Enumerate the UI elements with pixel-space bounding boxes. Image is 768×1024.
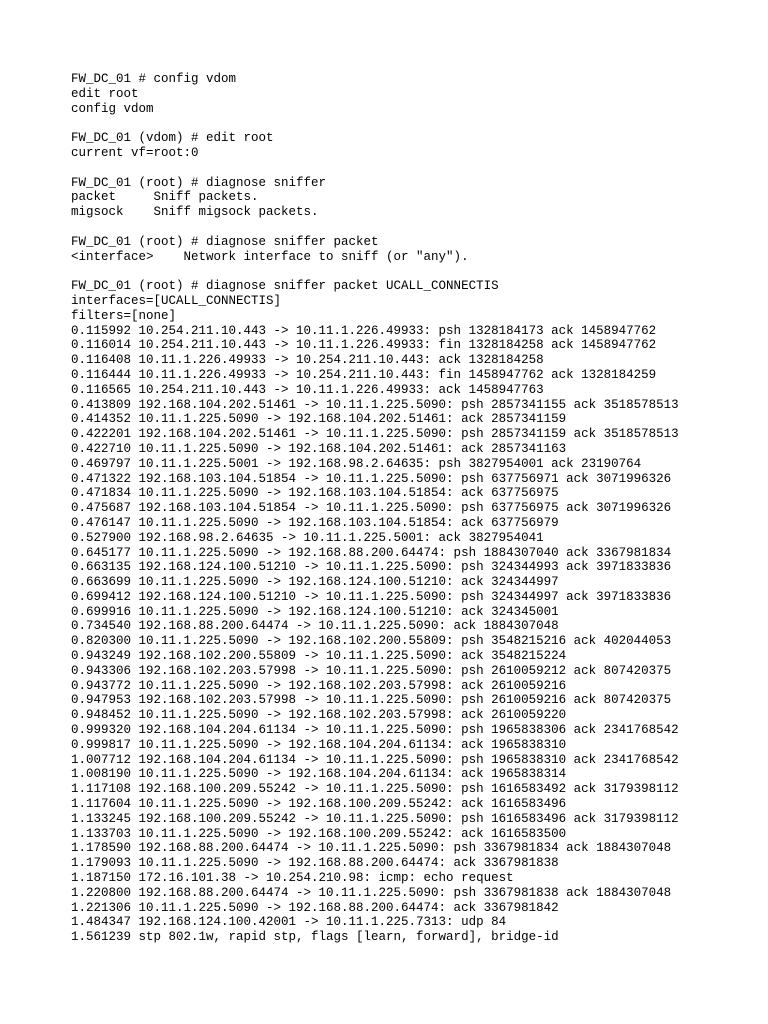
blank-line	[71, 264, 761, 279]
console-line: 0.116565 10.254.211.10.443 -> 10.11.1.226.49933: ack 1458947763	[71, 382, 544, 397]
console-line: 1.117604 10.11.1.225.5090 -> 192.168.100.209.55242: ack 1616583496	[71, 797, 567, 812]
console-line: 1.133245 192.168.100.209.55242 -> 10.11.1.225.5090: psh 1616583496 ack 3179398112	[71, 811, 679, 826]
console-line: 1.133703 10.11.1.225.5090 -> 192.168.100.209.55242: ack 1616583500	[71, 826, 567, 841]
console-line: 0.699412 192.168.124.100.51210 -> 10.11.1.225.5090: psh 324344997 ack 3971833836	[71, 589, 672, 604]
console-line: 0.422201 192.168.104.202.51461 -> 10.11.1.225.5090: psh 2857341159 ack 3518578513	[71, 427, 679, 442]
console-line: FW_DC_01 (root) # diagnose sniffer packet	[71, 234, 379, 249]
console-line: interfaces=[UCALL_CONNECTIS]	[71, 293, 282, 308]
blank-line	[71, 220, 761, 235]
console-line: 0.413809 192.168.104.202.51461 -> 10.11.1.225.5090: psh 2857341155 ack 3518578513	[71, 397, 679, 412]
console-line: 0.116444 10.11.1.226.49933 -> 10.254.211.10.443: fin 1458947762 ack 1328184259	[71, 367, 657, 382]
console-line: 0.699916 10.11.1.225.5090 -> 192.168.124.100.51210: ack 324345001	[71, 604, 559, 619]
console-line: 1.561239 stp 802.1w, rapid stp, flags [learn, forward], bridge-id	[71, 930, 559, 945]
console-line: config vdom	[71, 101, 154, 116]
console-line: migsock Sniff migsock packets.	[71, 205, 319, 220]
console-line: 0.943249 192.168.102.200.55809 -> 10.11.1.225.5090: ack 3548215224	[71, 649, 567, 664]
console-line: 1.007712 192.168.104.204.61134 -> 10.11.1.225.5090: psh 1965838310 ack 2341768542	[71, 752, 679, 767]
console-line: 0.947953 192.168.102.203.57998 -> 10.11.1.225.5090: psh 2610059216 ack 807420375	[71, 693, 672, 708]
console-line: 0.734540 192.168.88.200.64474 -> 10.11.1.225.5090: ack 1884307048	[71, 619, 559, 634]
console-line: packet Sniff packets.	[71, 190, 259, 205]
console-line: filters=[none]	[71, 308, 177, 323]
console-line: 0.476147 10.11.1.225.5090 -> 192.168.103.104.51854: ack 637756979	[71, 515, 559, 530]
console-line: 0.471834 10.11.1.225.5090 -> 192.168.103.104.51854: ack 637756975	[71, 486, 559, 501]
console-line: 0.645177 10.11.1.225.5090 -> 192.168.88.200.64474: psh 1884307040 ack 3367981834	[71, 545, 672, 560]
console-line: 0.527900 192.168.98.2.64635 -> 10.11.1.225.5001: ack 3827954041	[71, 530, 544, 545]
blank-line	[71, 161, 761, 176]
console-line: 1.484347 192.168.124.100.42001 -> 10.11.1.225.7313: udp 84	[71, 915, 507, 930]
console-line: FW_DC_01 (root) # diagnose sniffer	[71, 175, 327, 190]
console-line: FW_DC_01 # config vdom	[71, 72, 237, 86]
console-line: 0.663699 10.11.1.225.5090 -> 192.168.124.100.51210: ack 324344997	[71, 575, 559, 590]
console-line: 0.943306 192.168.102.203.57998 -> 10.11.1.225.5090: psh 2610059212 ack 807420375	[71, 663, 672, 678]
console-line: 0.999320 192.168.104.204.61134 -> 10.11.1.225.5090: psh 1965838306 ack 2341768542	[71, 723, 679, 738]
console-line: 0.999817 10.11.1.225.5090 -> 192.168.104.204.61134: ack 1965838310	[71, 737, 567, 752]
console-line: 0.943772 10.11.1.225.5090 -> 192.168.102.203.57998: ack 2610059216	[71, 678, 567, 693]
console-line: 1.220800 192.168.88.200.64474 -> 10.11.1.225.5090: psh 3367981838 ack 1884307048	[71, 885, 672, 900]
console-line: 1.179093 10.11.1.225.5090 -> 192.168.88.200.64474: ack 3367981838	[71, 856, 559, 871]
console-line: 0.948452 10.11.1.225.5090 -> 192.168.102.203.57998: ack 2610059220	[71, 708, 567, 723]
console-line: 0.414352 10.11.1.225.5090 -> 192.168.104.202.51461: ack 2857341159	[71, 412, 567, 427]
console-line: 0.116408 10.11.1.226.49933 -> 10.254.211.10.443: ack 1328184258	[71, 353, 544, 368]
console-line: FW_DC_01 (vdom) # edit root	[71, 131, 274, 146]
console-line: 1.221306 10.11.1.225.5090 -> 192.168.88.200.64474: ack 3367981842	[71, 900, 559, 915]
console-line: 0.663135 192.168.124.100.51210 -> 10.11.1.225.5090: psh 324344993 ack 3971833836	[71, 560, 672, 575]
console-line: 1.187150 172.16.101.38 -> 10.254.210.98: icmp: echo request	[71, 871, 514, 886]
console-line: 1.117108 192.168.100.209.55242 -> 10.11.1.225.5090: psh 1616583492 ack 3179398112	[71, 782, 679, 797]
console-line: 0.422710 10.11.1.225.5090 -> 192.168.104.202.51461: ack 2857341163	[71, 441, 567, 456]
console-line: 0.469797 10.11.1.225.5001 -> 192.168.98.2.64635: psh 3827954001 ack 23190764	[71, 456, 642, 471]
console-line: 0.116014 10.254.211.10.443 -> 10.11.1.226.49933: fin 1328184258 ack 1458947762	[71, 338, 657, 353]
console-line: edit root	[71, 86, 139, 101]
blank-line	[71, 116, 761, 131]
console-line: current vf=root:0	[71, 145, 199, 160]
console-line: FW_DC_01 (root) # diagnose sniffer packet UCALL_CONNECTIS	[71, 279, 499, 294]
console-line: 0.471322 192.168.103.104.51854 -> 10.11.1.225.5090: psh 637756971 ack 3071996326	[71, 471, 672, 486]
console-line: 0.115992 10.254.211.10.443 -> 10.11.1.226.49933: psh 1328184173 ack 1458947762	[71, 323, 657, 338]
console-line: 1.008190 10.11.1.225.5090 -> 192.168.104.204.61134: ack 1965838314	[71, 767, 567, 782]
console-line: 0.820300 10.11.1.225.5090 -> 192.168.102.200.55809: psh 3548215216 ack 402044053	[71, 634, 672, 649]
console-line: <interface> Network interface to sniff (or "any").	[71, 249, 469, 264]
console-line: 1.178590 192.168.88.200.64474 -> 10.11.1.225.5090: psh 3367981834 ack 1884307048	[71, 841, 672, 856]
terminal-transcript	[71, 72, 761, 945]
console-line: 0.475687 192.168.103.104.51854 -> 10.11.1.225.5090: psh 637756975 ack 3071996326	[71, 501, 672, 516]
